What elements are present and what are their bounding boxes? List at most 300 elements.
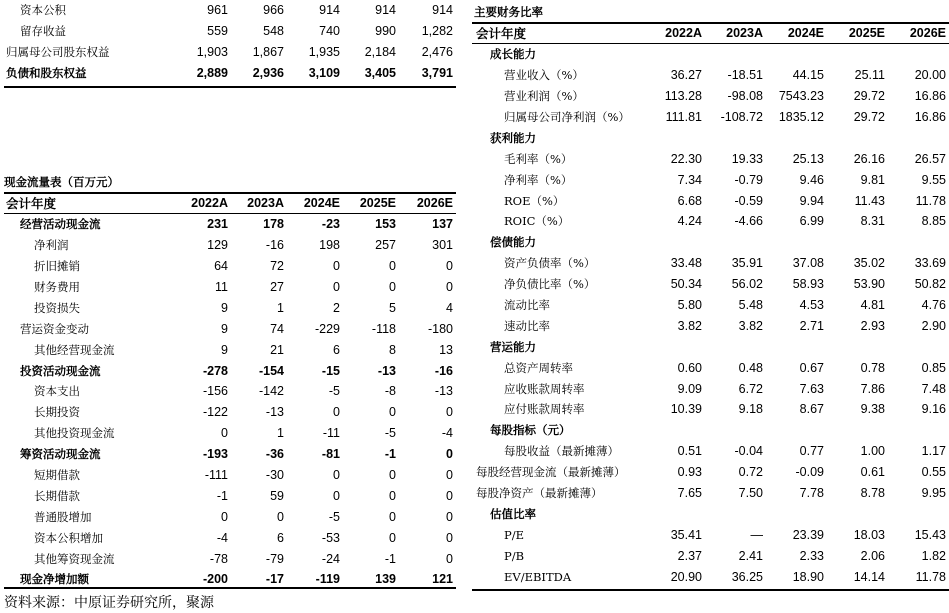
row-value: -4 (216, 530, 228, 545)
row-value: 26.16 (853, 151, 885, 166)
table-row (4, 527, 456, 548)
row-label: 筹资活动现金流 (20, 447, 101, 462)
row-value (827, 232, 888, 253)
row-value: 18.90 (792, 569, 824, 584)
row-value: 2.41 (738, 548, 763, 563)
row-value: -200 (202, 572, 228, 587)
row-value (705, 336, 766, 357)
row-value: 0 (333, 405, 340, 420)
row-value: 50.34 (670, 277, 702, 292)
row-label: 成长能力 (490, 47, 536, 62)
row-value: -111 (204, 468, 228, 483)
table-row (474, 253, 949, 274)
row-value: 4.81 (860, 298, 885, 313)
row-value: -122 (202, 405, 228, 420)
row-value: 11.78 (915, 569, 946, 584)
row-value: 0.55 (921, 465, 946, 480)
table-row (474, 420, 949, 441)
table-row (4, 423, 456, 444)
table-row (474, 274, 949, 295)
row-value: 0 (333, 468, 340, 483)
row-value: 64 (214, 259, 228, 274)
row-value (644, 232, 705, 253)
row-value: 9.95 (921, 486, 946, 501)
row-value: 740 (319, 24, 340, 39)
row-value: -24 (321, 551, 340, 566)
row-value (827, 503, 888, 524)
row-value: 2.71 (799, 318, 824, 333)
row-label: 归属母公司净利润（%） (504, 110, 630, 124)
row-value: 1 (277, 300, 284, 315)
row-value: -15 (321, 363, 340, 378)
row-value: 3,109 (308, 66, 340, 81)
table-row (4, 235, 456, 256)
row-value: 0.85 (921, 360, 946, 375)
row-value: 11.78 (915, 193, 946, 208)
row-label: 投资活动现金流 (20, 363, 101, 378)
row-value (766, 420, 827, 441)
row-label: 其他筹资现金流 (34, 551, 115, 566)
row-value (888, 503, 949, 524)
row-value: 0 (389, 509, 396, 524)
row-value: 21 (270, 342, 284, 357)
row-value: 0 (446, 447, 453, 462)
row-label: 毛利率（%） (504, 151, 573, 166)
row-label: 净利率（%） (504, 172, 573, 187)
row-value: -17 (265, 572, 284, 587)
balance-sheet-bottom-rule (4, 86, 456, 88)
table-row (474, 315, 949, 336)
row-value: 22.30 (670, 151, 702, 166)
row-value (644, 503, 705, 524)
row-value: 0 (221, 509, 228, 524)
row-value: 8.85 (921, 214, 946, 229)
row-value: 35.41 (670, 527, 702, 542)
header-year: 2024E (303, 196, 340, 211)
header-year: 2022A (191, 196, 228, 211)
row-value: 0 (389, 280, 396, 294)
row-value: — (750, 527, 763, 542)
row-value (766, 127, 827, 148)
row-value: 198 (319, 238, 340, 253)
row-value: 0.60 (677, 360, 702, 375)
row-value: -0.59 (734, 193, 763, 208)
source-note: 资料来源：中原证券研究所，聚源 (4, 595, 214, 611)
row-value: 5.48 (738, 298, 763, 313)
row-label: 营业收入（%） (504, 68, 584, 83)
row-value: 20.00 (914, 68, 946, 83)
row-label: 长期投资 (34, 405, 80, 420)
row-value: 36.27 (670, 68, 702, 83)
row-label: 长期借款 (34, 488, 80, 503)
row-value: 1,935 (308, 45, 340, 60)
row-value: 7543.23 (778, 89, 824, 104)
row-value: 9.46 (799, 172, 824, 187)
row-value: 1.82 (921, 548, 946, 563)
row-value: 56.02 (731, 277, 763, 292)
balance-sheet-tail (4, 0, 456, 84)
table-row (474, 86, 949, 107)
table-row (4, 318, 456, 339)
table-row (4, 360, 456, 381)
row-value: 548 (263, 24, 284, 39)
row-value: 7.65 (677, 486, 702, 501)
table-row (474, 127, 949, 148)
row-label: 偿债能力 (490, 235, 536, 250)
row-value: 139 (375, 572, 396, 587)
row-value: -156 (202, 384, 228, 399)
row-value: 9 (221, 321, 228, 336)
row-value: 8.78 (860, 486, 885, 501)
row-label: 资本支出 (34, 384, 80, 399)
row-value (705, 420, 766, 441)
row-value: 0 (446, 551, 453, 566)
table-row (474, 399, 949, 420)
row-value: -36 (265, 447, 284, 462)
row-value: 2.37 (677, 548, 702, 563)
table-row (4, 444, 456, 465)
row-value: 15.43 (914, 527, 946, 542)
row-value: 0.77 (799, 444, 824, 459)
row-value: 7.78 (799, 486, 824, 501)
balance-sheet-table (4, 0, 456, 84)
row-value: 0 (389, 488, 396, 503)
table-row (474, 295, 949, 316)
row-label: 短期借款 (34, 468, 80, 483)
row-value: 1,903 (196, 45, 228, 60)
row-value: 1,867 (252, 45, 284, 60)
table-row (4, 42, 456, 63)
table-row (474, 148, 949, 169)
row-value: 2,476 (421, 45, 453, 60)
row-value: 129 (207, 238, 228, 253)
row-value: 0.72 (738, 465, 763, 480)
row-value: 0 (221, 426, 228, 441)
row-value: 178 (263, 217, 284, 232)
row-value: 121 (432, 572, 453, 587)
table-header-row (4, 193, 456, 214)
row-value: 2.93 (860, 318, 885, 333)
row-value: 7.34 (677, 172, 702, 187)
row-value: 4.53 (799, 298, 824, 313)
row-value: 0 (446, 530, 453, 545)
table-row (474, 336, 949, 357)
row-value: 7.86 (860, 381, 885, 396)
row-value: 25.11 (854, 68, 885, 83)
table-row (474, 503, 949, 524)
row-value: 257 (375, 238, 396, 253)
row-value: 59 (270, 488, 284, 503)
row-value: 72 (270, 259, 284, 274)
row-value: 29.72 (853, 110, 885, 124)
row-label: 每股收益（最新摊薄） (504, 444, 619, 459)
row-value: -98.08 (727, 89, 763, 104)
table-row (4, 63, 456, 84)
row-value: 23.39 (792, 527, 824, 542)
row-value: 0.78 (860, 360, 885, 375)
row-value: -118 (371, 321, 396, 336)
row-value: 20.90 (670, 569, 702, 584)
row-value: 914 (319, 3, 340, 18)
table-row (4, 506, 456, 527)
row-value: 0 (446, 509, 453, 524)
row-value: 29.72 (853, 89, 885, 104)
row-value: 11.43 (854, 193, 885, 208)
row-value: 53.90 (853, 277, 885, 292)
row-value: -0.09 (795, 465, 824, 480)
row-label: ROIC（%） (504, 214, 570, 229)
row-value: 25.13 (792, 151, 824, 166)
row-value: 0 (389, 468, 396, 483)
row-value: 2.90 (921, 318, 946, 333)
row-value: 16.86 (914, 89, 946, 104)
row-value: 0 (446, 488, 453, 503)
row-value: 26.57 (914, 151, 946, 166)
row-value (888, 336, 949, 357)
row-value: -5 (384, 426, 396, 441)
row-value: -142 (258, 384, 284, 399)
row-label: 总资产周转率 (504, 360, 573, 375)
row-value: 153 (375, 217, 396, 232)
row-value: 4.24 (677, 214, 702, 229)
row-value: -1 (216, 488, 228, 503)
ratios-title: 主要财务比率 (474, 5, 543, 19)
row-value (766, 503, 827, 524)
row-value: 0 (277, 509, 284, 524)
table-row (474, 44, 949, 65)
table-row (4, 297, 456, 318)
table-row (4, 21, 456, 42)
row-value (644, 127, 705, 148)
row-value: 7.50 (738, 486, 763, 501)
table-row (474, 232, 949, 253)
table-row (474, 169, 949, 190)
row-value: -53 (321, 530, 340, 545)
row-label: 折旧摊销 (34, 259, 80, 274)
row-value (705, 232, 766, 253)
row-value: 6.99 (799, 214, 824, 229)
row-value: 7.48 (921, 381, 946, 396)
row-value: 0.48 (738, 360, 763, 375)
row-label: 资本公积增加 (34, 530, 103, 545)
row-label: 每股指标（元） (490, 423, 571, 438)
row-value: 3.82 (677, 318, 702, 333)
row-value: 58.93 (792, 277, 824, 292)
row-value: 11 (215, 280, 228, 294)
row-value (766, 232, 827, 253)
table-row (474, 545, 949, 566)
row-value: 1835.12 (778, 110, 824, 124)
row-value: 35.91 (731, 256, 763, 271)
row-value: -78 (209, 551, 228, 566)
table-row (474, 483, 949, 504)
row-label: 营业利润（%） (504, 89, 584, 104)
row-value: -1 (384, 551, 396, 566)
row-value: -108.72 (720, 110, 763, 124)
row-label: 其他投资现金流 (34, 426, 115, 441)
table-row (4, 465, 456, 486)
row-label: 营运资金变动 (20, 321, 89, 336)
row-value: 7.63 (799, 381, 824, 396)
row-value: -180 (427, 321, 453, 336)
row-value: -81 (321, 447, 340, 462)
row-value: 37.08 (792, 256, 824, 271)
row-value: -193 (202, 447, 228, 462)
row-label: 资产负债率（%） (504, 256, 596, 271)
row-value: -13 (377, 363, 396, 378)
row-value (644, 420, 705, 441)
row-value: 13 (439, 342, 453, 357)
row-value: 0 (333, 280, 340, 294)
row-value: 10.39 (670, 402, 702, 417)
row-value: 0 (333, 488, 340, 503)
header-year: 2026E (909, 26, 946, 41)
row-value: -4 (441, 426, 453, 441)
row-value: 3,405 (364, 66, 396, 81)
header-year: 2024E (787, 26, 824, 41)
row-value: 8.67 (799, 402, 824, 417)
row-value: 0.67 (799, 360, 824, 375)
ratios-bottom-rule (472, 589, 949, 591)
row-value: 0.61 (860, 465, 885, 480)
row-label: 其他经营现金流 (34, 342, 115, 357)
header-year: 2023A (247, 196, 284, 211)
row-label: 流动比率 (504, 298, 550, 313)
table-row (4, 277, 456, 298)
row-value: 0 (446, 280, 453, 294)
row-label: 留存收益 (20, 24, 66, 39)
table-row (474, 65, 949, 86)
row-label: 净负债比率（%） (504, 277, 596, 292)
row-value: 111.81 (665, 110, 702, 124)
row-value (644, 44, 705, 65)
table-row (4, 548, 456, 569)
row-value: 0.51 (677, 444, 702, 459)
row-value (644, 336, 705, 357)
row-value: 0 (389, 405, 396, 420)
row-value: -119 (315, 572, 340, 587)
row-value: 301 (432, 238, 453, 253)
row-value: 559 (207, 24, 228, 39)
row-label: EV/EBITDA (504, 569, 572, 584)
row-value (888, 420, 949, 441)
row-value: 8.31 (860, 214, 885, 229)
table-row (4, 214, 456, 235)
row-label: 速动比率 (504, 318, 550, 333)
row-value (888, 127, 949, 148)
row-value: -30 (265, 468, 284, 483)
row-value: -4.66 (734, 214, 763, 229)
row-value: 9.94 (799, 193, 824, 208)
row-value: -11 (322, 426, 340, 441)
row-label: 净利润 (34, 238, 69, 253)
row-value: 35.02 (853, 256, 885, 271)
row-value: 914 (375, 3, 396, 18)
cashflow-header-rule (4, 213, 456, 214)
row-value (827, 336, 888, 357)
table-row (474, 211, 949, 232)
table-row (474, 524, 949, 545)
row-value: 0 (446, 259, 453, 274)
row-label: 负债和股东权益 (6, 66, 87, 81)
row-value: -0.04 (734, 444, 763, 459)
row-value (766, 44, 827, 65)
row-label: 经营活动现金流 (20, 217, 101, 232)
row-value: 9 (221, 342, 228, 357)
table-row (474, 190, 949, 211)
row-label: 应收账款周转率 (504, 381, 585, 396)
row-value: 914 (432, 3, 453, 18)
row-value: -5 (328, 384, 340, 399)
row-value: 961 (207, 3, 228, 18)
row-value: 6.72 (738, 381, 763, 396)
row-value: 1.00 (860, 444, 885, 459)
cashflow-title: 现金流量表（百万元） (4, 175, 119, 189)
row-label: 投资损失 (34, 300, 80, 315)
row-value: 1 (277, 426, 284, 441)
row-value: 3.82 (738, 318, 763, 333)
row-value: 0 (446, 468, 453, 483)
row-value: 966 (263, 3, 284, 18)
row-label: 获利能力 (490, 130, 536, 145)
row-value: 1,282 (421, 24, 453, 39)
row-value: 2,184 (364, 45, 396, 60)
row-value: -13 (265, 405, 284, 420)
row-value: 50.82 (914, 277, 946, 292)
row-value: 113.28 (664, 89, 702, 104)
header-label: 会计年度 (476, 26, 527, 42)
table-row (474, 357, 949, 378)
table-row (4, 256, 456, 277)
ratios-section (474, 23, 949, 587)
row-value: -278 (202, 363, 228, 378)
row-value: -23 (321, 217, 340, 232)
row-label: 应付账款周转率 (504, 402, 585, 417)
row-value (766, 336, 827, 357)
row-value: 3,791 (421, 66, 453, 81)
row-value: -18.51 (727, 68, 763, 83)
table-row (474, 378, 949, 399)
row-value: 5 (389, 300, 396, 315)
row-value: -13 (434, 384, 453, 399)
table-row (474, 107, 949, 128)
row-value (827, 420, 888, 441)
row-value: 9.81 (860, 172, 885, 187)
cashflow-section (4, 193, 456, 590)
row-value: 231 (207, 217, 228, 232)
row-value: -154 (258, 363, 284, 378)
table-row (4, 0, 456, 21)
row-value: 2,889 (196, 66, 228, 81)
row-label: 每股净资产（最新摊薄） (476, 486, 603, 501)
row-value: 0 (389, 259, 396, 274)
row-value: -16 (265, 238, 284, 253)
row-value: 0 (333, 259, 340, 274)
row-value: 6 (277, 530, 284, 545)
row-label: P/E (504, 527, 525, 542)
row-value: 33.69 (914, 256, 946, 271)
row-label: ROE（%） (504, 193, 565, 208)
row-value: 6.68 (677, 193, 702, 208)
row-value: -8 (384, 384, 396, 399)
row-value: 2.06 (860, 548, 885, 563)
row-value (827, 44, 888, 65)
row-value (888, 232, 949, 253)
row-label: 估值比率 (490, 506, 536, 521)
header-year: 2023A (726, 26, 763, 41)
header-year: 2026E (416, 196, 453, 211)
row-value (888, 44, 949, 65)
